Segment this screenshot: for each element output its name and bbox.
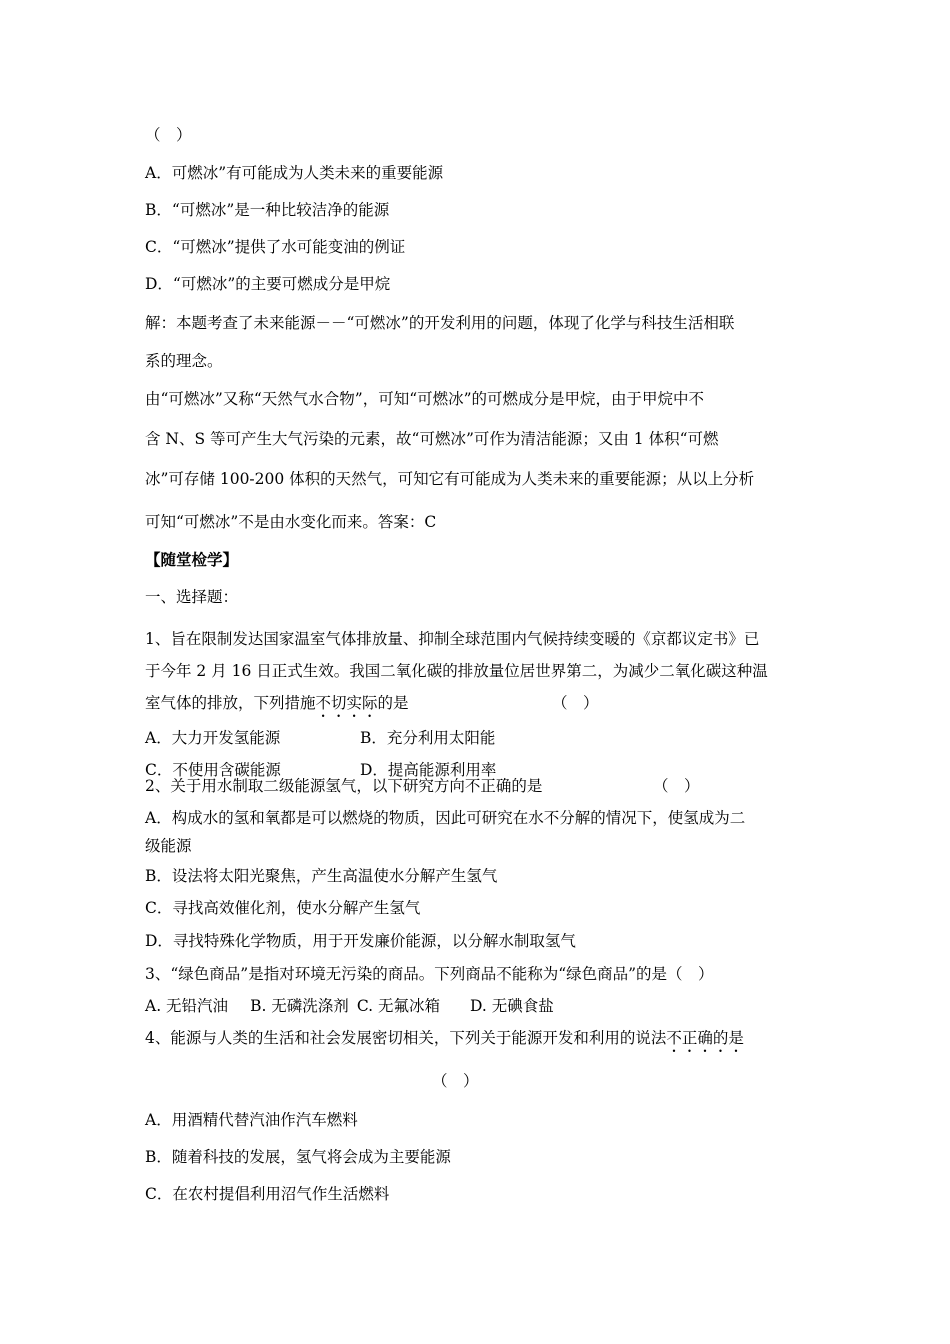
q4-option-a: A．用酒精代替汽油作汽车燃料 xyxy=(145,1111,358,1129)
q4-stem-text: 4、能源与人类的生活和社会发展密切相关，下列关于能源开发和利用的说法 xyxy=(145,1029,667,1047)
q3-option-c: C. 无氟冰箱 xyxy=(356,997,440,1015)
q4-option-c: C．在农村提倡利用沼气作生活燃料 xyxy=(145,1185,390,1203)
q1-stem-line-2: 于今年 2 月 16 日正式生效。我国二氧化碳的排放量位居世界第二，为减少二氧化碳这种温 xyxy=(145,662,768,680)
q2-option-d: D．寻找特殊化学物质，用于开发廉价能源，以分解水制取氢气 xyxy=(145,932,576,950)
solution-line-2: 系的理念。 xyxy=(145,352,223,370)
q3-option-d: D. 无碘食盐 xyxy=(469,997,554,1015)
q4-bracket: （ ） xyxy=(432,1072,479,1090)
q1-stem-end: 的是 xyxy=(377,694,409,712)
q2-bracket: （ ） xyxy=(653,777,700,795)
q1-bracket: （ ） xyxy=(552,694,599,712)
q1-stem-line-3 xyxy=(145,693,409,721)
q2-stem: 2、关于用水制取二级能源氢气，以下研究方向不正确的是 xyxy=(145,777,543,795)
q3-option-a: A. 无铅汽油 xyxy=(145,997,229,1015)
q3-options xyxy=(145,996,554,1016)
section-subtitle: 一、选择题： xyxy=(145,588,239,606)
solution-line-6: 可知“可燃冰”不是由水变化而来。答案：C xyxy=(145,513,437,531)
q1-stem-text: 室气体的排放，下列措施 xyxy=(145,694,316,712)
solution-line-1: 解：本题考查了未来能源－－“可燃冰”的开发利用的问题，体现了化学与科技生活相联 xyxy=(145,314,735,332)
prev-option-c: C．“可燃冰”提供了水可能变油的例证 xyxy=(145,238,406,256)
q1-option-a: A．大力开发氢能源 xyxy=(145,729,281,747)
q3-option-b: B. 无磷洗涤剂 xyxy=(250,997,349,1015)
prev-option-d: D．“可燃冰”的主要可燃成分是甲烷 xyxy=(145,275,391,293)
q2-option-c: C．寻找高效催化剂，使水分解产生氢气 xyxy=(145,899,421,917)
solution-line-5: 冰”可存储 100-200 体积的天然气，可知它有可能成为人类未来的重要能源；从以上分析 xyxy=(145,470,755,488)
section-title: 【随堂检学】 xyxy=(145,550,239,569)
q4-stem xyxy=(145,1028,744,1056)
solution-line-4: 含 N、S 等可产生大气污染的元素，故“可燃冰”可作为清洁能源；又由 1 体积“可燃 xyxy=(145,430,719,448)
q2-option-a-line-2: 级能源 xyxy=(145,837,192,855)
prev-option-b: B．“可燃冰”是一种比较洁净的能源 xyxy=(145,201,390,219)
q1-option-d: D．提高能源利用率 xyxy=(360,761,497,779)
prev-option-a: A．可燃冰”有可能成为人类未来的重要能源 xyxy=(145,164,444,182)
q1-emphasis: 不切实际 xyxy=(315,694,378,712)
q1-stem-line-1: 1、旨在限制发达国家温室气体排放量、抑制全球范围内气候持续变暖的《京都议定书》已 xyxy=(145,630,760,648)
q1-option-c: C．不使用含碳能源 xyxy=(145,761,281,779)
q3-stem: 3、“绿色商品”是指对环境无污染的商品。下列商品不能称为“绿色商品”的是（ ） xyxy=(145,965,714,983)
q2-option-a-line-1: A．构成水的氢和氧都是可以燃烧的物质，因此可研究在水不分解的情况下，使氢成为二 xyxy=(145,809,746,827)
q4-emphasis: 不正确的是 xyxy=(666,1029,744,1047)
solution-line-3: 由“可燃冰”又称“天然气水合物”，可知“可燃冰”的可燃成分是甲烷，由于甲烷中不 xyxy=(145,390,705,408)
q2-option-b: B．设法将太阳光聚焦，产生高温使水分解产生氢气 xyxy=(145,867,498,885)
q4-option-b: B．随着科技的发展，氢气将会成为主要能源 xyxy=(145,1148,451,1166)
q1-option-b: B．充分利用太阳能 xyxy=(360,729,496,747)
prev-question-bracket: （ ） xyxy=(145,126,192,144)
